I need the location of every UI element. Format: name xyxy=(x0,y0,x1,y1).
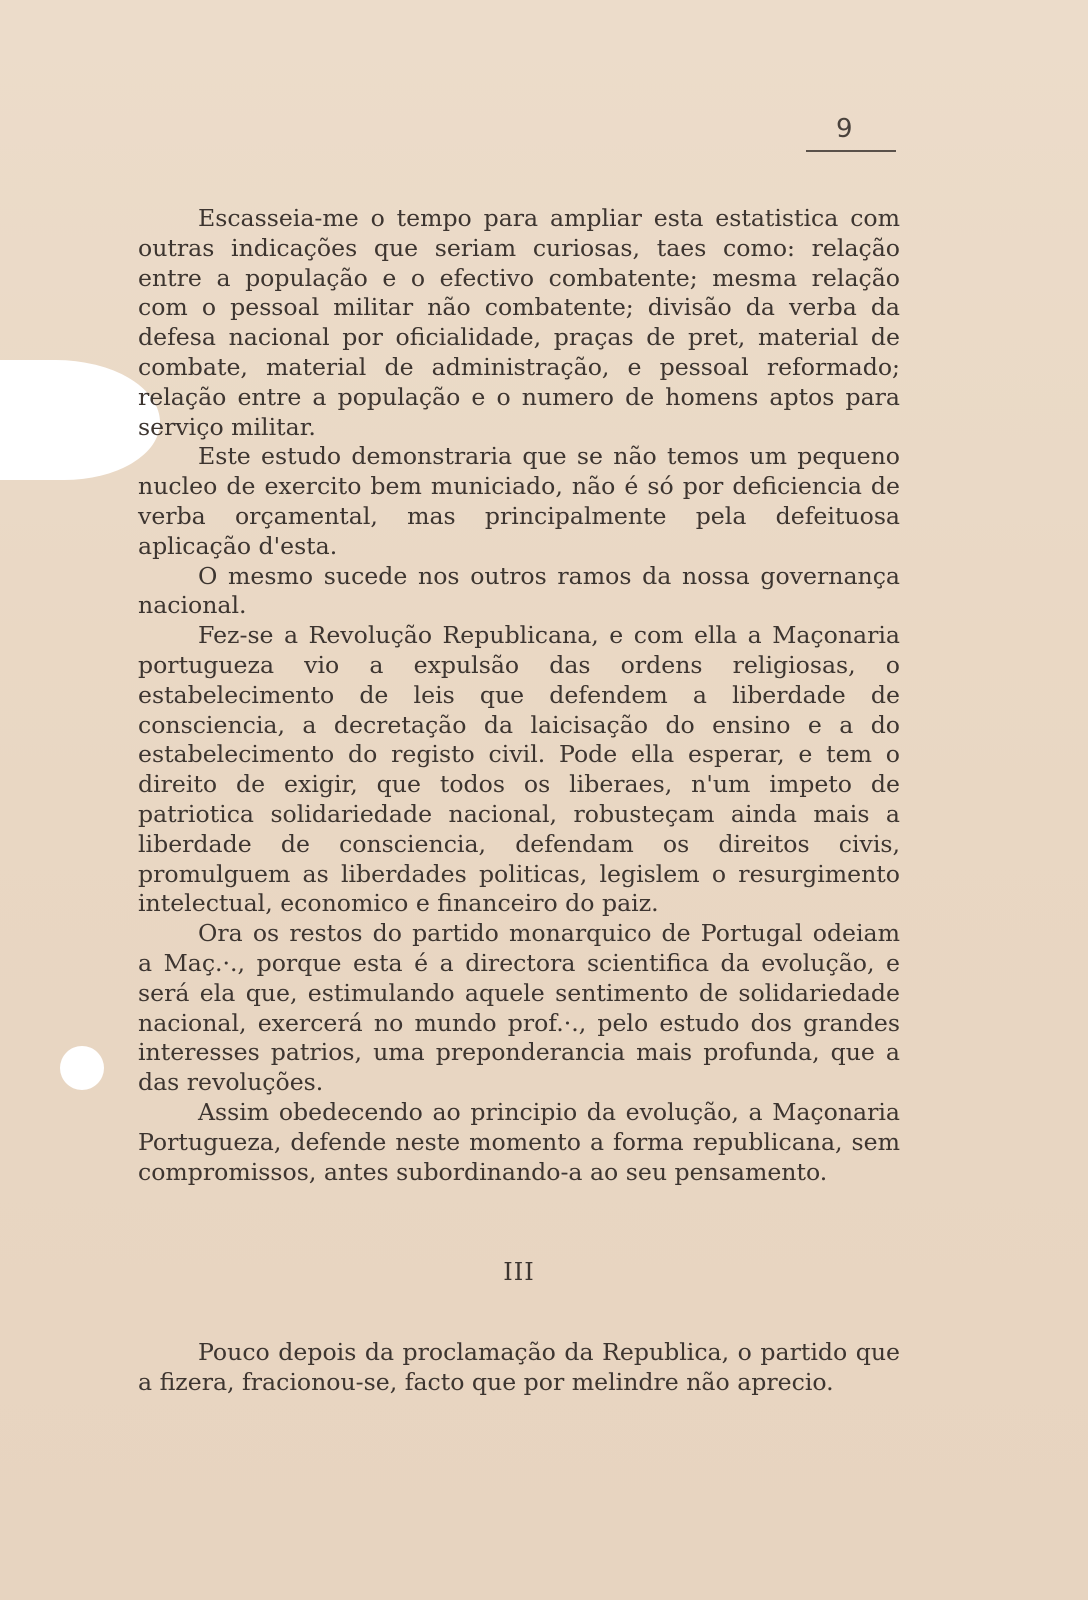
body-text xyxy=(138,204,900,1187)
paragraph: Assim obedecendo ao principio da evolução, a Maçonaria Portugueza, defende neste momento a forma republicana, sem compromissos, antes subordinando-a ao seu pensamento. xyxy=(138,1097,900,1186)
paragraph: O mesmo sucede nos outros ramos da nossa governança nacional. xyxy=(138,561,900,620)
torn-paper-hole xyxy=(60,1046,104,1090)
section-heading: III xyxy=(503,1258,535,1286)
paragraph: Este estudo demonstraria que se não temos um pequeno nucleo de exercito bem municiado, não é só por deficiencia de verba orçamental, mas principalmente pela defeituosa aplicação d'esta. xyxy=(138,442,900,560)
paragraph: Pouco depois da proclamação da Republica, o partido que a fizera, fracionou-se, facto que por melindre não aprecio. xyxy=(138,1338,900,1396)
paragraph: Escasseia-me o tempo para ampliar esta estatistica com outras indicações que seriam curiosas, taes como: relação entre a população e o efectivo combatente; mesma relação com o pessoal militar não combatente; divisão da verba da defesa nacional por oficialidade, praças de pret, material de combate, material de administração, e pessoal reformado; relação entre a população e o numero de homens aptos para serviço militar. xyxy=(138,204,900,441)
paragraph: Fez-se a Revolução Republicana, e com ella a Maçonaria portugueza vio a expulsão das ordens religiosas, o estabelecimento de leis que defendem a liberdade de consciencia, a decretação da laicisação do ensino e a do estabelecimento do registo civil. Pode ella esperar, e tem o direito de exigir, que todos os liberaes, n'um impeto de patriotica solidariedade nacional, robusteçam ainda mais a liberdade de consciencia, defendam os direitos civis, promulguem as liberdades politicas, legislem o resurgimento intelectual, economico e financeiro do paiz. xyxy=(138,621,900,918)
page-number: 9 xyxy=(836,114,853,144)
torn-paper-patch xyxy=(0,360,160,480)
page-number-rule xyxy=(806,150,896,152)
paragraph: Ora os restos do partido monarquico de Portugal odeiam a Maç.·., porque esta é a directora scientifica da evolução, e será ela que, estimulando aquele sentimento de solidariedade nacional, exercerá no mundo prof.·., pelo estudo dos grandes interesses patrios, uma preponderancia mais profunda, que a das revoluções. xyxy=(138,919,900,1097)
section-body-text xyxy=(138,1338,900,1398)
